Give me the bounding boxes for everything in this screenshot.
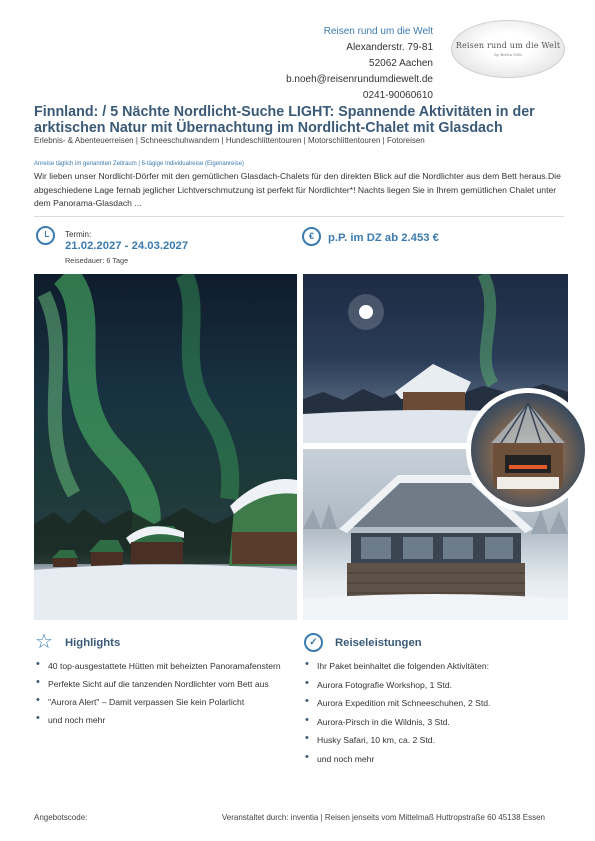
list-item: • Husky Safari, 10 km, ca. 2 Std.: [305, 734, 565, 747]
offer-code-label: Angebotscode:: [34, 813, 88, 822]
list-item: • Aurora Fotografie Workshop, 1 Std.: [305, 679, 565, 692]
company-logo: [451, 20, 565, 78]
intro-text: Wir lieben unser Nordlicht-Dörfer mit den gemütlichen Glasdach-Chalets für den direkten Blick auf die Nordlichter aus dem Bett heraus.Die abgeschiedene Lage fernab jeglicher Lichtverschmutzung ist perfekt für Nordlichter*! Nachts liegen Sie in Ihrem gemütlichen Chalet unter dem Panorama-Glasdach ...: [34, 171, 561, 208]
trip-categories: Erlebnis- & Abenteuerreisen | Schneeschuhwandern | Hundeschlittentouren | Motorschlittentouren | Fotoreisen: [34, 136, 425, 145]
sender-email[interactable]: b.noeh@reisenrundumdiewelt.de: [286, 74, 433, 85]
list-item: • und noch mehr: [305, 753, 565, 766]
trip-title: Finnland: / 5 Nächte Nordlicht-Suche LIGHT: Spannende Aktivitäten in der arktischen Natur mit Übernachtung im Nordlicht-Chalet mit Glasdach: [34, 104, 535, 136]
euro-icon: €: [302, 227, 321, 246]
photo-chalet-interior: [466, 388, 590, 512]
arrival-note: Anreise täglich im genannten Zeitraum | 6-tägige Individualreise (Eigenanreise): [34, 161, 245, 167]
list-item: • Aurora Expedition mit Schneeschuhen, 2 Std.: [305, 697, 565, 710]
list-item: • Perfekte Sicht auf die tanzenden Nordlichter vom Bett aus: [36, 678, 291, 691]
clock-icon: [36, 226, 55, 245]
termin-label: Termin:: [65, 230, 92, 239]
photo-aurora-huts: [34, 274, 297, 620]
list-item: • Ihr Paket beinhaltet die folgenden Aktivitäten:: [305, 660, 565, 673]
sender-company: Reisen rund um die Welt: [323, 26, 433, 37]
logo-text: Reisen rund um die Welt: [455, 41, 561, 50]
list-item: • 40 top-ausgestattete Hütten mit beheizten Panoramafenstern: [36, 660, 291, 673]
list-item: • "Aurora Alert" – Damit verpassen Sie kein Polarlicht: [36, 696, 291, 709]
star-icon: ☆: [35, 631, 53, 653]
highlights-title: Highlights: [65, 637, 121, 649]
sender-phone: 0241-90060610: [362, 90, 433, 101]
termin-dates: 21.02.2027 - 24.03.2027: [65, 240, 189, 252]
price: p.P. im DZ ab 2.453 €: [328, 232, 439, 244]
services-title: Reiseleistungen: [335, 637, 422, 649]
divider: [34, 216, 564, 217]
list-item: • Aurora-Pirsch in die Wildnis, 3 Std.: [305, 716, 565, 729]
list-item: • und noch mehr: [36, 714, 291, 727]
highlights-list: [36, 660, 291, 732]
trip-duration: Reisedauer: 6 Tage: [65, 256, 129, 265]
sender-city: 52062 Aachen: [369, 58, 433, 69]
sender-street: Alexanderstr. 79-81: [346, 42, 433, 53]
logo-subtext: by Britta Nöh: [494, 52, 522, 57]
services-list: [305, 660, 565, 771]
check-circle-icon: ✓: [304, 633, 323, 652]
organizer-info: Veranstaltet durch: inventia | Reisen jenseits vom Mittelmaß Huttropstraße 60 45138 Essen: [221, 813, 545, 822]
sender-address: [286, 24, 433, 104]
